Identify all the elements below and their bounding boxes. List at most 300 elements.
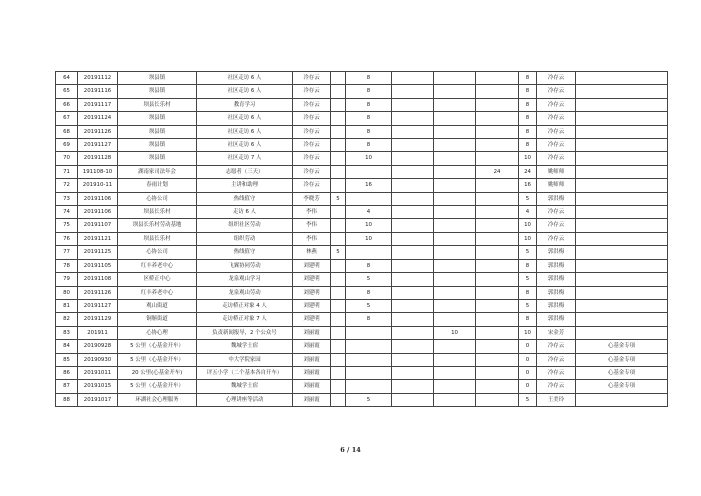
table-row bbox=[56, 165, 668, 178]
cell-hours-d bbox=[434, 72, 476, 85]
cell-activity: 组织社区劳动 bbox=[197, 219, 293, 232]
cell-recorder: 冷存云 bbox=[537, 125, 576, 138]
table-row bbox=[56, 366, 668, 379]
cell-hours-a bbox=[331, 340, 346, 353]
cell-hours-a bbox=[331, 313, 346, 326]
cell-date: 20191129 bbox=[78, 313, 118, 326]
cell-date: 20191017 bbox=[78, 393, 118, 406]
cell-hours-e bbox=[476, 85, 519, 98]
cell-recorder: 王美玲 bbox=[537, 393, 576, 406]
cell-volunteer: 刘丽霞 bbox=[293, 353, 331, 366]
cell-hours-d bbox=[434, 313, 476, 326]
cell-hours-b: 8 bbox=[346, 98, 392, 111]
cell-hours-e bbox=[476, 232, 519, 245]
cell-hours-b bbox=[346, 380, 392, 393]
cell-activity: 魏城学士宿 bbox=[197, 380, 293, 393]
cell-hours-d bbox=[434, 393, 476, 406]
cell-volunteer: 冷存云 bbox=[293, 139, 331, 152]
cell-note bbox=[576, 112, 668, 125]
cell-recorder: 郭洪梅 bbox=[537, 259, 576, 272]
cell-volunteer: 冷存云 bbox=[293, 72, 331, 85]
cell-location: 坝县镇 bbox=[118, 85, 197, 98]
cell-note bbox=[576, 125, 668, 138]
cell-hours-a bbox=[331, 152, 346, 165]
cell-activity: 魏城学士宿 bbox=[197, 340, 293, 353]
cell-location: 坝县长乐村劳动基地 bbox=[118, 219, 197, 232]
cell-recorder: 郭洪梅 bbox=[537, 273, 576, 286]
cell-note: 心基金专项 bbox=[576, 353, 668, 366]
cell-hours-b bbox=[346, 366, 392, 379]
cell-hours-a bbox=[331, 273, 346, 286]
cell-volunteer: 冷存云 bbox=[293, 85, 331, 98]
cell-date: 20191126 bbox=[78, 286, 118, 299]
cell-volunteer: 林燕 bbox=[293, 246, 331, 259]
cell-note bbox=[576, 72, 668, 85]
cell-row-no: 68 bbox=[56, 125, 78, 138]
cell-location: 坝县镇 bbox=[118, 125, 197, 138]
cell-row-no: 84 bbox=[56, 340, 78, 353]
cell-hours-total: 8 bbox=[519, 85, 537, 98]
cell-hours-d bbox=[434, 219, 476, 232]
cell-hours-d bbox=[434, 152, 476, 165]
table-body bbox=[56, 72, 668, 407]
cell-hours-c bbox=[392, 340, 434, 353]
cell-date: 20191124 bbox=[78, 112, 118, 125]
cell-hours-a bbox=[331, 112, 346, 125]
cell-activity: 社区走访 7 人 bbox=[197, 152, 293, 165]
cell-row-no: 72 bbox=[56, 179, 78, 192]
cell-volunteer: 冷存云 bbox=[293, 152, 331, 165]
cell-hours-c bbox=[392, 179, 434, 192]
cell-note bbox=[576, 139, 668, 152]
cell-hours-total: 8 bbox=[519, 313, 537, 326]
cell-location: 环湖社会心理服务 bbox=[118, 393, 197, 406]
cell-note: 心基金专项 bbox=[576, 340, 668, 353]
cell-hours-a bbox=[331, 232, 346, 245]
cell-hours-total: 5 bbox=[519, 246, 537, 259]
cell-volunteer: 李伟 bbox=[293, 232, 331, 245]
cell-hours-e bbox=[476, 313, 519, 326]
cell-date: 20191015 bbox=[78, 380, 118, 393]
table-row bbox=[56, 219, 668, 232]
cell-hours-d bbox=[434, 206, 476, 219]
table-row bbox=[56, 393, 668, 406]
cell-hours-b: 8 bbox=[346, 125, 392, 138]
table-row bbox=[56, 313, 668, 326]
cell-location: 心协公司 bbox=[118, 192, 197, 205]
cell-date: 20191126 bbox=[78, 125, 118, 138]
cell-hours-b: 8 bbox=[346, 313, 392, 326]
cell-recorder: 冷存云 bbox=[537, 112, 576, 125]
cell-hours-a bbox=[331, 353, 346, 366]
cell-activity: 评五小学（二个基本各自开车） bbox=[197, 366, 293, 379]
cell-row-no: 66 bbox=[56, 98, 78, 111]
cell-date: 20191112 bbox=[78, 72, 118, 85]
cell-hours-e bbox=[476, 380, 519, 393]
cell-hours-d: 10 bbox=[434, 326, 476, 339]
cell-volunteer: 刘丽霞 bbox=[293, 340, 331, 353]
cell-location: 红丰养老中心 bbox=[118, 286, 197, 299]
cell-location: 5 公里（心基金开车） bbox=[118, 353, 197, 366]
cell-hours-c bbox=[392, 273, 434, 286]
cell-row-no: 69 bbox=[56, 139, 78, 152]
cell-hours-b bbox=[346, 165, 392, 178]
cell-hours-c bbox=[392, 246, 434, 259]
cell-hours-d bbox=[434, 165, 476, 178]
cell-hours-a bbox=[331, 380, 346, 393]
cell-hours-a bbox=[331, 393, 346, 406]
cell-date: 20190928 bbox=[78, 340, 118, 353]
cell-hours-c bbox=[392, 326, 434, 339]
cell-hours-total: 8 bbox=[519, 286, 537, 299]
cell-hours-total: 5 bbox=[519, 393, 537, 406]
cell-hours-e bbox=[476, 125, 519, 138]
cell-location: 心协心理 bbox=[118, 326, 197, 339]
cell-hours-c bbox=[392, 139, 434, 152]
cell-hours-total: 8 bbox=[519, 139, 537, 152]
cell-note bbox=[576, 85, 668, 98]
cell-hours-c bbox=[392, 353, 434, 366]
cell-volunteer: 李伟 bbox=[293, 219, 331, 232]
cell-hours-e bbox=[476, 98, 519, 111]
cell-date: 20191117 bbox=[78, 98, 118, 111]
cell-row-no: 88 bbox=[56, 393, 78, 406]
cell-volunteer: 刘建明 bbox=[293, 259, 331, 272]
cell-hours-total: 10 bbox=[519, 152, 537, 165]
cell-recorder: 冷存云 bbox=[537, 139, 576, 152]
table-row bbox=[56, 326, 668, 339]
cell-hours-c bbox=[392, 380, 434, 393]
cell-hours-b bbox=[346, 353, 392, 366]
cell-note bbox=[576, 299, 668, 312]
cell-row-no: 87 bbox=[56, 380, 78, 393]
cell-hours-e bbox=[476, 206, 519, 219]
cell-hours-d bbox=[434, 192, 476, 205]
cell-note bbox=[576, 246, 668, 259]
cell-hours-b: 8 bbox=[346, 72, 392, 85]
cell-hours-c bbox=[392, 206, 434, 219]
cell-hours-b: 5 bbox=[346, 299, 392, 312]
cell-hours-d bbox=[434, 273, 476, 286]
cell-activity: 热线值守 bbox=[197, 192, 293, 205]
cell-hours-total: 8 bbox=[519, 98, 537, 111]
cell-hours-b bbox=[346, 246, 392, 259]
cell-recorder: 冷存云 bbox=[537, 98, 576, 111]
cell-hours-c bbox=[392, 232, 434, 245]
cell-note bbox=[576, 326, 668, 339]
cell-hours-c bbox=[392, 125, 434, 138]
cell-hours-d bbox=[434, 139, 476, 152]
cell-hours-b: 16 bbox=[346, 179, 392, 192]
cell-hours-total: 5 bbox=[519, 192, 537, 205]
cell-recorder: 冷存云 bbox=[537, 340, 576, 353]
cell-hours-d bbox=[434, 366, 476, 379]
cell-volunteer: 刘建明 bbox=[293, 313, 331, 326]
cell-hours-total: 8 bbox=[519, 72, 537, 85]
cell-hours-c bbox=[392, 152, 434, 165]
cell-date: 20190930 bbox=[78, 353, 118, 366]
cell-hours-d bbox=[434, 340, 476, 353]
cell-note bbox=[576, 98, 668, 111]
cell-row-no: 81 bbox=[56, 299, 78, 312]
cell-hours-b: 8 bbox=[346, 139, 392, 152]
cell-note bbox=[576, 179, 668, 192]
cell-row-no: 83 bbox=[56, 326, 78, 339]
cell-hours-e bbox=[476, 152, 519, 165]
cell-date: 20191011 bbox=[78, 366, 118, 379]
cell-volunteer: 刘丽霞 bbox=[293, 393, 331, 406]
cell-note bbox=[576, 259, 668, 272]
cell-recorder: 冷存云 bbox=[537, 72, 576, 85]
cell-hours-b: 8 bbox=[346, 112, 392, 125]
cell-row-no: 82 bbox=[56, 313, 78, 326]
cell-hours-a: 5 bbox=[331, 192, 346, 205]
cell-date: 20191127 bbox=[78, 299, 118, 312]
cell-hours-e bbox=[476, 353, 519, 366]
cell-location: 坝县镇 bbox=[118, 152, 197, 165]
cell-note bbox=[576, 219, 668, 232]
cell-hours-e bbox=[476, 112, 519, 125]
table-row bbox=[56, 299, 668, 312]
cell-hours-e bbox=[476, 139, 519, 152]
table-row bbox=[56, 273, 668, 286]
cell-row-no: 80 bbox=[56, 286, 78, 299]
cell-date: 20191128 bbox=[78, 152, 118, 165]
cell-location: 铜斛街道 bbox=[118, 313, 197, 326]
cell-hours-total: 0 bbox=[519, 366, 537, 379]
cell-hours-e bbox=[476, 366, 519, 379]
cell-hours-b: 8 bbox=[346, 286, 392, 299]
table-row bbox=[56, 98, 668, 111]
cell-hours-a bbox=[331, 139, 346, 152]
cell-row-no: 76 bbox=[56, 232, 78, 245]
cell-hours-a bbox=[331, 206, 346, 219]
cell-activity: 社区走访 6 人 bbox=[197, 85, 293, 98]
cell-location: 5 公里（心基金开车） bbox=[118, 380, 197, 393]
cell-location: 20 公里(心基金开车) bbox=[118, 366, 197, 379]
cell-hours-e bbox=[476, 192, 519, 205]
cell-date: 201910-11 bbox=[78, 179, 118, 192]
cell-volunteer: 冷存云 bbox=[293, 125, 331, 138]
cell-volunteer: 冷存云 bbox=[293, 179, 331, 192]
cell-hours-c bbox=[392, 313, 434, 326]
table-row bbox=[56, 206, 668, 219]
cell-recorder: 宋金芳 bbox=[537, 326, 576, 339]
cell-hours-e bbox=[476, 286, 519, 299]
cell-hours-c bbox=[392, 112, 434, 125]
cell-activity: 负责新闻报导，2 个公众号 bbox=[197, 326, 293, 339]
cell-hours-a bbox=[331, 326, 346, 339]
cell-note bbox=[576, 206, 668, 219]
cell-recorder: 姚师师 bbox=[537, 179, 576, 192]
cell-hours-a bbox=[331, 98, 346, 111]
cell-date: 20191108 bbox=[78, 273, 118, 286]
table-row bbox=[56, 139, 668, 152]
cell-hours-e bbox=[476, 326, 519, 339]
cell-location: 坝县长乐村 bbox=[118, 206, 197, 219]
cell-row-no: 74 bbox=[56, 206, 78, 219]
cell-hours-total: 8 bbox=[519, 112, 537, 125]
cell-location: 红丰养老中心 bbox=[118, 259, 197, 272]
cell-hours-d bbox=[434, 232, 476, 245]
cell-row-no: 65 bbox=[56, 85, 78, 98]
cell-date: 20191121 bbox=[78, 232, 118, 245]
cell-hours-d bbox=[434, 179, 476, 192]
page-number: 6 / 14 bbox=[340, 446, 361, 454]
cell-hours-a bbox=[331, 72, 346, 85]
cell-row-no: 71 bbox=[56, 165, 78, 178]
cell-hours-a bbox=[331, 179, 346, 192]
cell-recorder: 郭洪梅 bbox=[537, 246, 576, 259]
cell-note bbox=[576, 286, 668, 299]
table-row bbox=[56, 259, 668, 272]
cell-row-no: 77 bbox=[56, 246, 78, 259]
table-row bbox=[56, 152, 668, 165]
cell-location: 湖南家司法年会 bbox=[118, 165, 197, 178]
cell-note bbox=[576, 192, 668, 205]
cell-activity: 教育学习 bbox=[197, 98, 293, 111]
cell-hours-total: 16 bbox=[519, 179, 537, 192]
cell-hours-c bbox=[392, 192, 434, 205]
cell-row-no: 85 bbox=[56, 353, 78, 366]
cell-activity: 社区走访 6 人 bbox=[197, 139, 293, 152]
cell-hours-d bbox=[434, 112, 476, 125]
cell-volunteer: 刘建明 bbox=[293, 299, 331, 312]
cell-date: 20191107 bbox=[78, 219, 118, 232]
cell-volunteer: 冷存云 bbox=[293, 112, 331, 125]
cell-hours-c bbox=[392, 393, 434, 406]
cell-hours-total: 5 bbox=[519, 299, 537, 312]
cell-note bbox=[576, 232, 668, 245]
cell-hours-a bbox=[331, 165, 346, 178]
cell-hours-d bbox=[434, 125, 476, 138]
table-row bbox=[56, 192, 668, 205]
cell-hours-c bbox=[392, 219, 434, 232]
table-row bbox=[56, 286, 668, 299]
table-row bbox=[56, 353, 668, 366]
cell-volunteer: 刘建明 bbox=[293, 273, 331, 286]
cell-hours-total: 4 bbox=[519, 206, 537, 219]
cell-volunteer: 刘丽霞 bbox=[293, 380, 331, 393]
table-row bbox=[56, 85, 668, 98]
cell-recorder: 姚师师 bbox=[537, 165, 576, 178]
cell-hours-d bbox=[434, 286, 476, 299]
cell-date: 20191125 bbox=[78, 246, 118, 259]
cell-hours-e bbox=[476, 179, 519, 192]
cell-activity: 主讲和助理 bbox=[197, 179, 293, 192]
cell-hours-e bbox=[476, 299, 519, 312]
cell-recorder: 冷存云 bbox=[537, 380, 576, 393]
cell-location: 坝县镇 bbox=[118, 112, 197, 125]
cell-hours-d bbox=[434, 380, 476, 393]
cell-recorder: 郭洪梅 bbox=[537, 313, 576, 326]
table-row bbox=[56, 179, 668, 192]
cell-hours-b bbox=[346, 326, 392, 339]
cell-hours-b: 10 bbox=[346, 152, 392, 165]
table-row bbox=[56, 380, 668, 393]
cell-volunteer: 李伟 bbox=[293, 206, 331, 219]
table-row bbox=[56, 72, 668, 85]
cell-hours-c bbox=[392, 72, 434, 85]
cell-date: 20191105 bbox=[78, 259, 118, 272]
cell-date: 20191106 bbox=[78, 192, 118, 205]
cell-date: 20191127 bbox=[78, 139, 118, 152]
cell-activity: 社区走访 6 人 bbox=[197, 72, 293, 85]
cell-note bbox=[576, 393, 668, 406]
cell-activity: 组织劳动 bbox=[197, 232, 293, 245]
cell-location: 5 公里（心基金开车） bbox=[118, 340, 197, 353]
cell-location: 心协公司 bbox=[118, 246, 197, 259]
cell-activity: 心理讲座等活动 bbox=[197, 393, 293, 406]
cell-hours-e bbox=[476, 72, 519, 85]
cell-hours-total: 24 bbox=[519, 165, 537, 178]
table-row bbox=[56, 340, 668, 353]
cell-hours-d bbox=[434, 299, 476, 312]
cell-hours-e bbox=[476, 273, 519, 286]
cell-location: 春雨计划 bbox=[118, 179, 197, 192]
cell-hours-c bbox=[392, 85, 434, 98]
cell-hours-b: 5 bbox=[346, 393, 392, 406]
cell-location: 坝县长乐村 bbox=[118, 232, 197, 245]
cell-location: 观山街道 bbox=[118, 299, 197, 312]
cell-location: 坝县镇 bbox=[118, 72, 197, 85]
cell-date: 20191116 bbox=[78, 85, 118, 98]
volunteer-hours-table bbox=[55, 71, 668, 407]
cell-activity: 走访桥正对象 4 人 bbox=[197, 299, 293, 312]
cell-note: 心基金专项 bbox=[576, 380, 668, 393]
cell-date: 201911 bbox=[78, 326, 118, 339]
cell-hours-c bbox=[392, 165, 434, 178]
cell-note bbox=[576, 152, 668, 165]
cell-hours-a bbox=[331, 125, 346, 138]
cell-hours-e bbox=[476, 393, 519, 406]
cell-row-no: 86 bbox=[56, 366, 78, 379]
cell-hours-d bbox=[434, 246, 476, 259]
cell-recorder: 郭洪梅 bbox=[537, 299, 576, 312]
cell-hours-a bbox=[331, 366, 346, 379]
cell-volunteer: 李晓芳 bbox=[293, 192, 331, 205]
cell-activity: 走访 6 人 bbox=[197, 206, 293, 219]
cell-activity: 热线值守 bbox=[197, 246, 293, 259]
cell-hours-b bbox=[346, 340, 392, 353]
cell-row-no: 64 bbox=[56, 72, 78, 85]
cell-hours-c bbox=[392, 98, 434, 111]
cell-hours-c bbox=[392, 299, 434, 312]
cell-hours-a bbox=[331, 219, 346, 232]
cell-activity: 社区走访 6 人 bbox=[197, 112, 293, 125]
cell-hours-b: 4 bbox=[346, 206, 392, 219]
cell-hours-e bbox=[476, 259, 519, 272]
cell-hours-b: 5 bbox=[346, 273, 392, 286]
cell-recorder: 冷存云 bbox=[537, 219, 576, 232]
table-row bbox=[56, 112, 668, 125]
cell-hours-a bbox=[331, 286, 346, 299]
cell-date: 20191106 bbox=[78, 206, 118, 219]
cell-hours-d bbox=[434, 85, 476, 98]
cell-hours-total: 10 bbox=[519, 219, 537, 232]
cell-recorder: 冷存云 bbox=[537, 232, 576, 245]
cell-volunteer: 刘丽霞 bbox=[293, 326, 331, 339]
cell-volunteer: 冷存云 bbox=[293, 165, 331, 178]
cell-hours-a bbox=[331, 259, 346, 272]
cell-hours-d bbox=[434, 353, 476, 366]
cell-hours-e bbox=[476, 340, 519, 353]
cell-hours-b: 8 bbox=[346, 259, 392, 272]
table-row bbox=[56, 232, 668, 245]
cell-hours-total: 8 bbox=[519, 259, 537, 272]
cell-hours-c bbox=[392, 259, 434, 272]
cell-hours-b: 10 bbox=[346, 232, 392, 245]
